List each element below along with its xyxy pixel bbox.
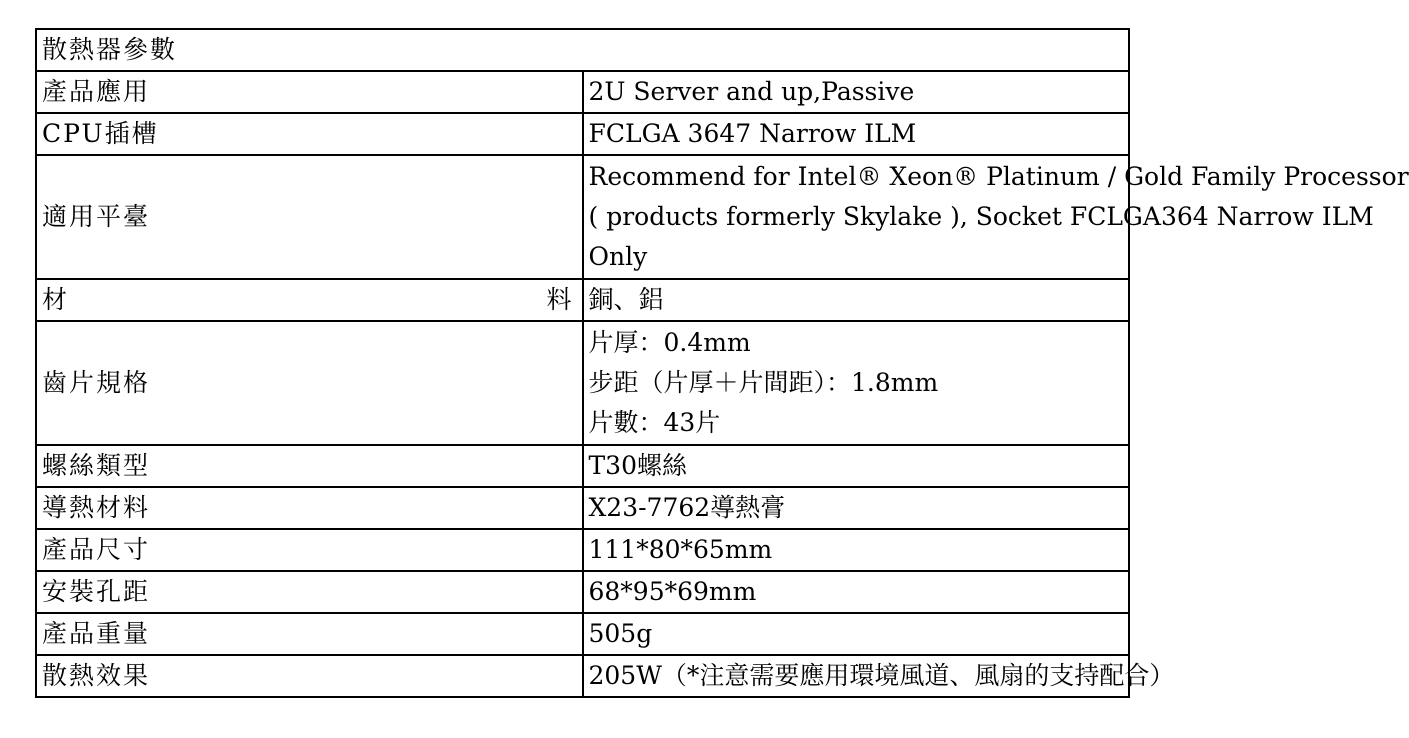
row-label: 螺絲類型 xyxy=(36,445,583,487)
value-line: Only xyxy=(588,242,648,271)
table-row-hole-spacing xyxy=(36,571,1129,613)
label-part: 材 xyxy=(42,285,70,314)
row-value xyxy=(583,321,1130,445)
row-label: 安裝孔距 xyxy=(36,571,583,613)
row-value: 205W（*注意需要應用環境風道、風扇的支持配合） xyxy=(583,655,1130,697)
table-row-fin-spec xyxy=(36,321,1129,445)
heatsink-spec-table xyxy=(35,28,1409,698)
table-row-cooling-performance xyxy=(36,655,1129,697)
row-value: 68*95*69mm xyxy=(583,571,1130,613)
table-row-cpu-socket xyxy=(36,113,1129,155)
row-value: FCLGA 3647 Narrow ILM xyxy=(583,113,1130,155)
table-title: 散熱器參數 xyxy=(36,29,1129,71)
row-label: 散熱效果 xyxy=(36,655,583,697)
row-label: 產品重量 xyxy=(36,613,583,655)
table-header-row xyxy=(36,29,1129,71)
row-value: X23-7762導熱膏 xyxy=(583,487,1130,529)
table-row-dimensions xyxy=(36,529,1129,571)
table-row-weight xyxy=(36,613,1129,655)
value-line: 步距（片厚＋片間距）：1.8mm xyxy=(588,368,939,397)
row-value xyxy=(583,155,1409,279)
table-row-application xyxy=(36,71,1129,113)
row-value: 2U Server and up,Passive xyxy=(583,71,1130,113)
value-line: ( products formerly Skylake ), Socket FCLGA364 Narrow ILM xyxy=(588,202,1374,231)
value-line: 片數：43片 xyxy=(588,408,721,437)
row-value: T30螺絲 xyxy=(583,445,1130,487)
value-line: 片厚：0.4mm xyxy=(588,328,751,357)
table-row-material xyxy=(36,279,1129,321)
row-label: 適用平臺 xyxy=(36,155,583,279)
table-row-screw-type xyxy=(36,445,1129,487)
row-label: 產品應用 xyxy=(36,71,583,113)
row-label: 產品尺寸 xyxy=(36,529,583,571)
label-part: 料 xyxy=(546,285,574,314)
row-label: CPU插槽 xyxy=(36,113,583,155)
table-row-platform xyxy=(36,155,1129,279)
table-row-thermal-material xyxy=(36,487,1129,529)
row-label: 齒片規格 xyxy=(36,321,583,445)
row-label xyxy=(36,279,583,321)
row-value: 505g xyxy=(583,613,1130,655)
row-label: 導熱材料 xyxy=(36,487,583,529)
value-line: Recommend for Intel® Xeon® Platinum / Gold Family Processor xyxy=(588,162,1409,191)
row-value: 銅、鋁 xyxy=(583,279,1130,321)
row-value: 111*80*65mm xyxy=(583,529,1130,571)
